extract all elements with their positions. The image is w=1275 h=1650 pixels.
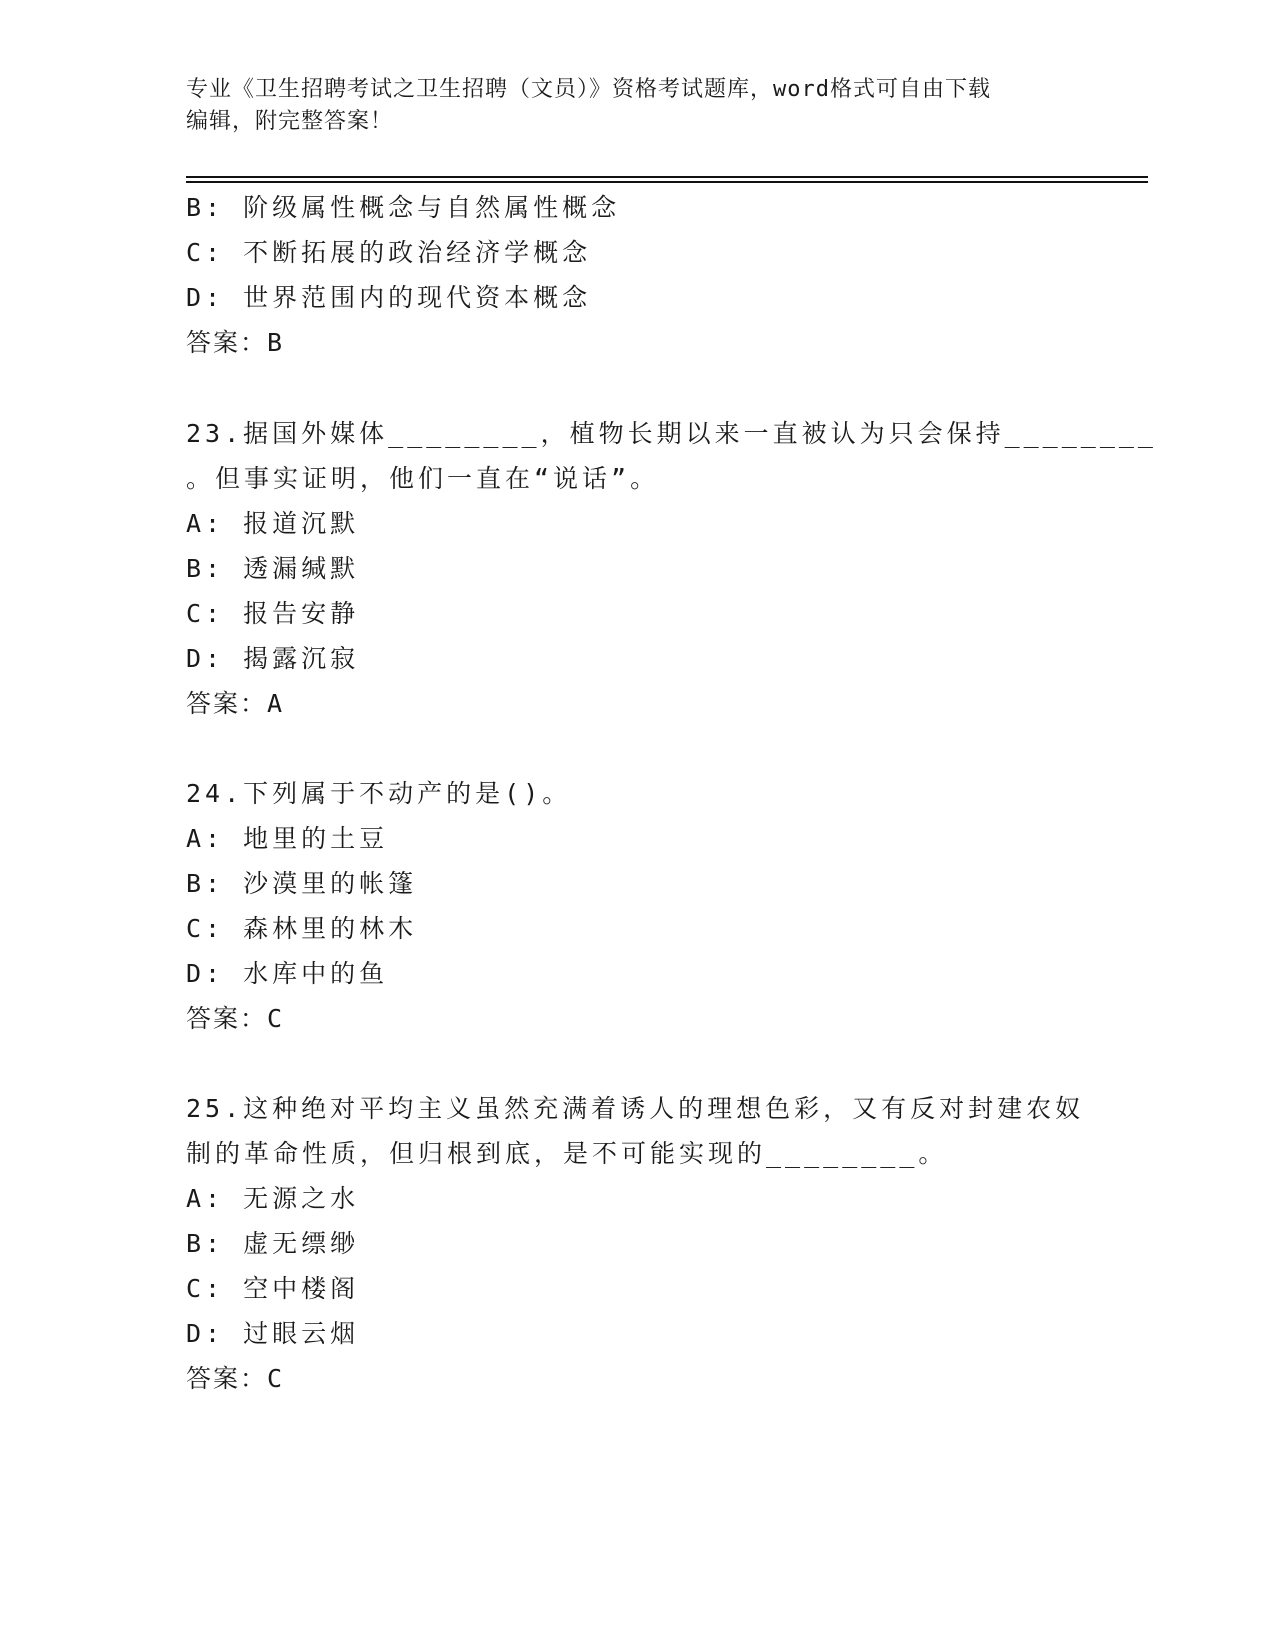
- question-24-option-d: D: 水库中的鱼: [186, 959, 389, 988]
- question-25-stem-line-2: 制的革命性质，但归根到底，是不可能实现的________。: [186, 1139, 948, 1168]
- question-23-stem-line-2: 。但事实证明，他们一直在“说话”。: [186, 464, 660, 493]
- option-d: D: 世界范围内的现代资本概念: [186, 283, 592, 312]
- header-divider-top: [186, 176, 1148, 178]
- header-divider-bottom: [186, 181, 1148, 183]
- question-23-option-d: D: 揭露沉寂: [186, 644, 360, 673]
- header-line-2: 编辑，附完整答案！: [186, 109, 394, 134]
- question-24-answer: 答案：C: [186, 1004, 285, 1033]
- question-23-option-c: C: 报告安静: [186, 599, 360, 628]
- question-24-option-b: B: 沙漠里的帐篷: [186, 869, 418, 898]
- question-23-option-a: A: 报道沉默: [186, 509, 360, 538]
- option-c: C: 不断拓展的政治经济学概念: [186, 238, 592, 267]
- question-23-answer: 答案：A: [186, 689, 285, 718]
- document-header: [186, 74, 1086, 138]
- option-b: B: 阶级属性概念与自然属性概念: [186, 193, 621, 222]
- question-23-stem-line-1: 23.据国外媒体________，植物长期以来一直被认为只会保持________: [186, 419, 1157, 448]
- question-25-option-b: B: 虚无缥缈: [186, 1229, 360, 1258]
- question-25-answer: 答案：C: [186, 1364, 285, 1393]
- answer-line: 答案：B: [186, 328, 285, 357]
- question-24-option-c: C: 森林里的林木: [186, 914, 418, 943]
- question-25-option-c: C: 空中楼阁: [186, 1274, 360, 1303]
- question-25-option-a: A: 无源之水: [186, 1184, 360, 1213]
- question-24-stem-line-1: 24.下列属于不动产的是()。: [186, 779, 572, 808]
- question-24-option-a: A: 地里的土豆: [186, 824, 389, 853]
- question-25-option-d: D: 过眼云烟: [186, 1319, 360, 1348]
- header-line-1: 专业《卫生招聘考试之卫生招聘（文员）》资格考试题库，word格式可自由下载: [186, 77, 991, 102]
- question-23-option-b: B: 透漏缄默: [186, 554, 360, 583]
- question-25-stem-line-1: 25.这种绝对平均主义虽然充满着诱人的理想色彩，又有反对封建农奴: [186, 1094, 1085, 1123]
